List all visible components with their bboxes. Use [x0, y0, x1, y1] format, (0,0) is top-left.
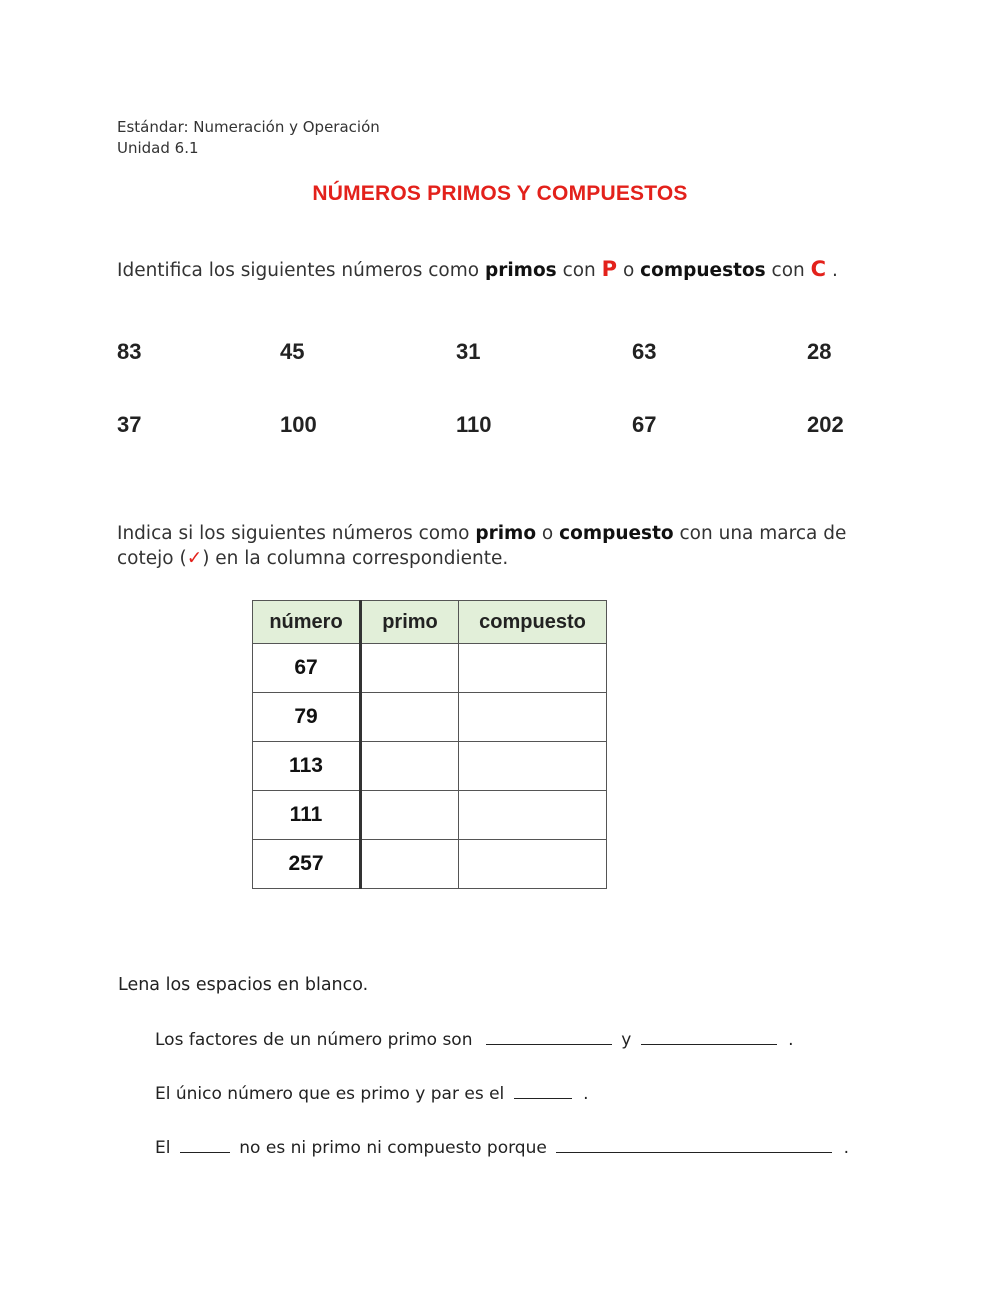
number-item: 100	[280, 412, 317, 437]
number-item: 83	[117, 339, 142, 364]
table-header-row	[253, 601, 607, 644]
instruction-text: .	[826, 260, 838, 281]
letter-c: C	[810, 257, 827, 281]
unit-label: Unidad 6.1	[117, 139, 199, 157]
table-row	[253, 840, 607, 889]
number-item: 31	[456, 339, 481, 364]
blank-input[interactable]	[641, 1030, 777, 1045]
row-number: 67	[253, 644, 361, 693]
blank-input[interactable]	[514, 1084, 572, 1099]
table-row	[253, 644, 607, 693]
primo-check-cell[interactable]	[361, 693, 459, 742]
row-number: 111	[253, 791, 361, 840]
section3-instruction: Lena los espacios en blanco.	[118, 975, 369, 995]
classification-table	[252, 600, 607, 889]
compuestos-bold: compuestos	[640, 260, 766, 281]
primo-check-cell[interactable]	[361, 791, 459, 840]
section1-instruction	[117, 257, 877, 283]
header-numero: número	[253, 601, 361, 644]
number-item: 202	[807, 412, 844, 437]
checkmark-icon: ✓	[186, 548, 203, 569]
compuesto-check-cell[interactable]	[459, 644, 607, 693]
table-row	[253, 742, 607, 791]
standard-label: Estándar: Numeración y Operación	[117, 118, 380, 136]
instruction-text: Indica si los siguientes números como	[117, 523, 476, 544]
number-item: 37	[117, 412, 142, 437]
row-number: 113	[253, 742, 361, 791]
instruction-text: ) en la columna correspondiente.	[202, 548, 509, 569]
primo-check-cell[interactable]	[361, 644, 459, 693]
fill-line-1	[155, 1030, 794, 1050]
blank-input[interactable]	[486, 1030, 612, 1045]
compuesto-check-cell[interactable]	[459, 791, 607, 840]
instruction-text: con	[765, 260, 811, 281]
fill-text: .	[788, 1030, 794, 1050]
fill-text: El	[155, 1138, 171, 1158]
fill-text: .	[843, 1138, 850, 1158]
fill-text: y	[621, 1030, 632, 1050]
instruction-text: cotejo (	[117, 548, 187, 569]
compuesto-check-cell[interactable]	[459, 742, 607, 791]
row-number: 79	[253, 693, 361, 742]
instruction-text: con una marca de	[673, 523, 847, 544]
compuesto-bold: compuesto	[559, 523, 674, 544]
section2-instruction	[117, 521, 877, 571]
blank-input[interactable]	[180, 1138, 230, 1153]
number-item: 110	[456, 412, 492, 437]
fill-text: .	[583, 1084, 589, 1104]
fill-line-3	[155, 1138, 849, 1158]
fill-line-2	[155, 1084, 588, 1104]
instruction-text: o	[536, 523, 560, 544]
instruction-text: Identifica los siguientes números como	[117, 260, 485, 281]
primo-check-cell[interactable]	[361, 840, 459, 889]
primo-check-cell[interactable]	[361, 742, 459, 791]
table-row	[253, 791, 607, 840]
number-item: 63	[632, 339, 657, 364]
fill-text: El único número que es primo y par es el	[155, 1084, 505, 1104]
primo-bold: primo	[475, 523, 537, 544]
instruction-text: con	[556, 260, 602, 281]
fill-text: Los factores de un número primo son	[155, 1030, 473, 1050]
header-compuesto: compuesto	[459, 601, 607, 644]
blank-input[interactable]	[556, 1138, 832, 1153]
row-number: 257	[253, 840, 361, 889]
fill-text: no es ni primo ni compuesto porque	[239, 1138, 547, 1158]
letter-p: P	[601, 257, 618, 281]
table-row	[253, 693, 607, 742]
instruction-text: o	[617, 260, 641, 281]
number-item: 67	[632, 412, 657, 437]
number-item: 45	[280, 339, 305, 364]
page-title: NÚMEROS PRIMOS Y COMPUESTOS	[312, 182, 688, 205]
primos-bold: primos	[484, 260, 557, 281]
header-primo: primo	[361, 601, 459, 644]
compuesto-check-cell[interactable]	[459, 693, 607, 742]
number-item: 28	[807, 339, 832, 364]
compuesto-check-cell[interactable]	[459, 840, 607, 889]
